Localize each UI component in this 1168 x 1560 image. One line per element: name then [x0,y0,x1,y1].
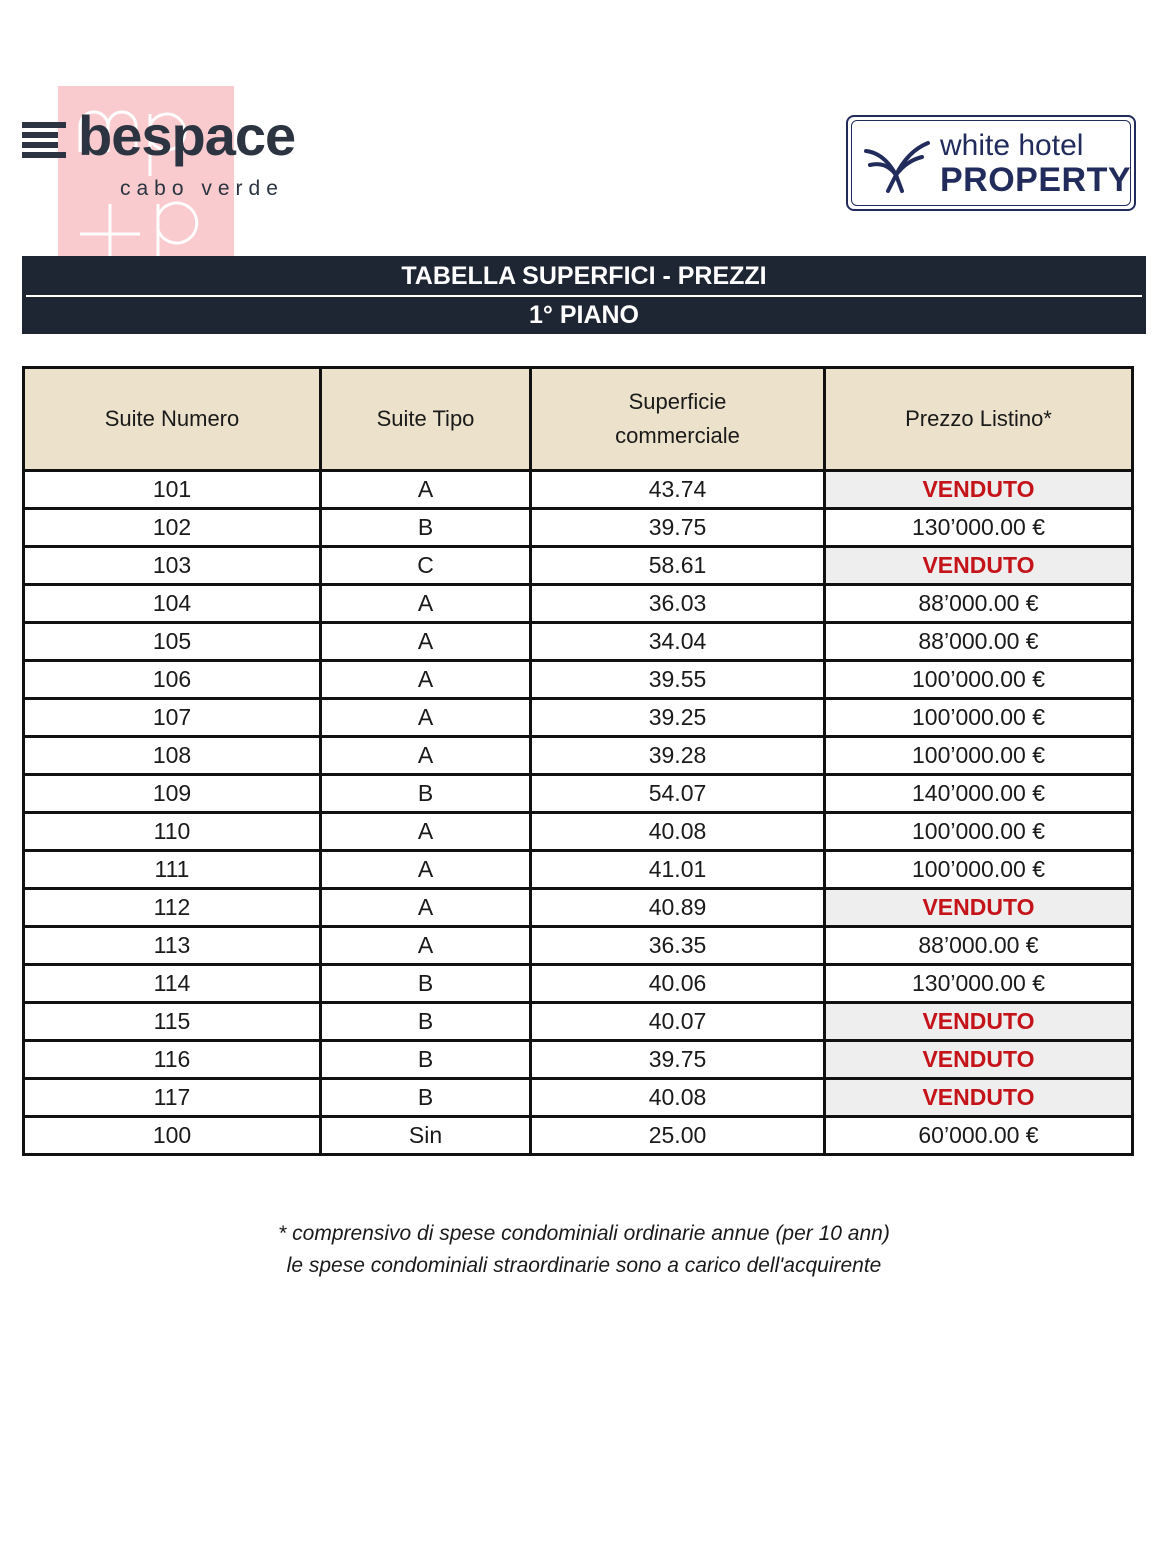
cell-price: 88’000.00 € [825,927,1133,965]
table-row [24,775,1133,813]
cell-suite-type: A [321,623,531,661]
cell-area: 41.01 [531,851,825,889]
cell-suite-type: A [321,661,531,699]
cell-area: 43.74 [531,471,825,509]
cell-suite-number: 101 [24,471,321,509]
cell-price: 130’000.00 € [825,965,1133,1003]
table-row [24,471,1133,509]
cell-suite-number: 102 [24,509,321,547]
cell-area: 39.55 [531,661,825,699]
cell-area: 39.25 [531,699,825,737]
table-row [24,965,1133,1003]
table-row [24,547,1133,585]
table-row [24,737,1133,775]
cell-suite-type: B [321,509,531,547]
cell-suite-type: B [321,1041,531,1079]
cell-suite-type: A [321,585,531,623]
cell-suite-type: Sin [321,1117,531,1155]
cell-price: 100’000.00 € [825,851,1133,889]
cell-suite-type: B [321,965,531,1003]
menu-bars-icon [22,122,66,166]
cell-price: VENDUTO [825,1041,1133,1079]
cell-suite-number: 107 [24,699,321,737]
column-header-price: Prezzo Listino* [825,368,1133,471]
floor-label: 1° PIANO [528,301,640,329]
table-row [24,889,1133,927]
cell-area: 54.07 [531,775,825,813]
cell-price: VENDUTO [825,547,1133,585]
title-band [22,256,1146,334]
footnote-line-1: * comprensivo di spese condominiali ordinarie annue (per 10 ann) [278,1222,890,1245]
price-table [22,366,1134,1156]
cell-suite-number: 104 [24,585,321,623]
cell-suite-type: C [321,547,531,585]
cell-area: 40.89 [531,889,825,927]
cell-area: 39.28 [531,737,825,775]
cell-suite-number: 105 [24,623,321,661]
cell-price: VENDUTO [825,889,1133,927]
footnote-line-2: le spese condominiali straordinarie sono a carico dell'acquirente [286,1254,882,1277]
cell-price: VENDUTO [825,1003,1133,1041]
table-row [24,851,1133,889]
brand-name: bespace [78,104,296,167]
cell-suite-number: 103 [24,547,321,585]
cell-suite-number: 109 [24,775,321,813]
cell-price: 140’000.00 € [825,775,1133,813]
column-header-suite-type: Suite Tipo [321,368,531,471]
cell-suite-number: 112 [24,889,321,927]
cell-price: 100’000.00 € [825,699,1133,737]
column-header-area [531,368,825,471]
cell-suite-number: 116 [24,1041,321,1079]
table-row [24,813,1133,851]
cell-suite-type: B [321,1079,531,1117]
table-row [24,623,1133,661]
table-row [24,509,1133,547]
table-row [24,1117,1133,1155]
cell-area: 40.08 [531,1079,825,1117]
cell-price: 100’000.00 € [825,737,1133,775]
cell-price: 60’000.00 € [825,1117,1133,1155]
cell-suite-number: 110 [24,813,321,851]
cell-suite-type: B [321,1003,531,1041]
cell-price: 130’000.00 € [825,509,1133,547]
table-row [24,1003,1133,1041]
cell-suite-type: A [321,813,531,851]
cell-area: 36.35 [531,927,825,965]
brand-subtitle: cabo verde [120,177,284,200]
cell-suite-number: 106 [24,661,321,699]
cell-suite-number: 117 [24,1079,321,1117]
cell-suite-number: 113 [24,927,321,965]
cell-area: 25.00 [531,1117,825,1155]
cell-suite-type: A [321,889,531,927]
cell-area: 39.75 [531,1041,825,1079]
table-row [24,1079,1133,1117]
column-header-suite-number: Suite Numero [24,368,321,471]
table-row [24,927,1133,965]
cell-suite-number: 111 [24,851,321,889]
cell-suite-type: A [321,927,531,965]
cell-suite-type: A [321,699,531,737]
cell-area: 40.08 [531,813,825,851]
cell-suite-number: 108 [24,737,321,775]
cell-suite-type: A [321,737,531,775]
cell-area: 34.04 [531,623,825,661]
white-hotel-property-logo [846,115,1136,211]
cell-suite-type: B [321,775,531,813]
cell-price: 88’000.00 € [825,623,1133,661]
table-body [24,471,1133,1155]
bird-icon [862,135,932,195]
cell-suite-type: A [321,471,531,509]
bespace-logo [22,86,322,266]
cell-suite-type: A [321,851,531,889]
cell-price: 100’000.00 € [825,813,1133,851]
logo-line-2: PROPERTY [940,161,1132,199]
table-header-row [24,368,1133,471]
cell-price: VENDUTO [825,1079,1133,1117]
cell-area: 40.06 [531,965,825,1003]
cell-area: 39.75 [531,509,825,547]
cell-suite-number: 115 [24,1003,321,1041]
table-row [24,699,1133,737]
cell-area: 36.03 [531,585,825,623]
cell-price: 88’000.00 € [825,585,1133,623]
table-row [24,661,1133,699]
cell-area: 58.61 [531,547,825,585]
cell-suite-number: 114 [24,965,321,1003]
column-header-area-label: Superficie commerciale [615,389,740,448]
cell-suite-number: 100 [24,1117,321,1155]
logo-line-1: white hotel [940,129,1084,162]
cell-price: 100’000.00 € [825,661,1133,699]
table-row [24,585,1133,623]
cell-area: 40.07 [531,1003,825,1041]
cell-price: VENDUTO [825,471,1133,509]
page-title: TABELLA SUPERFICI - PREZZI [401,262,767,290]
table-row [24,1041,1133,1079]
